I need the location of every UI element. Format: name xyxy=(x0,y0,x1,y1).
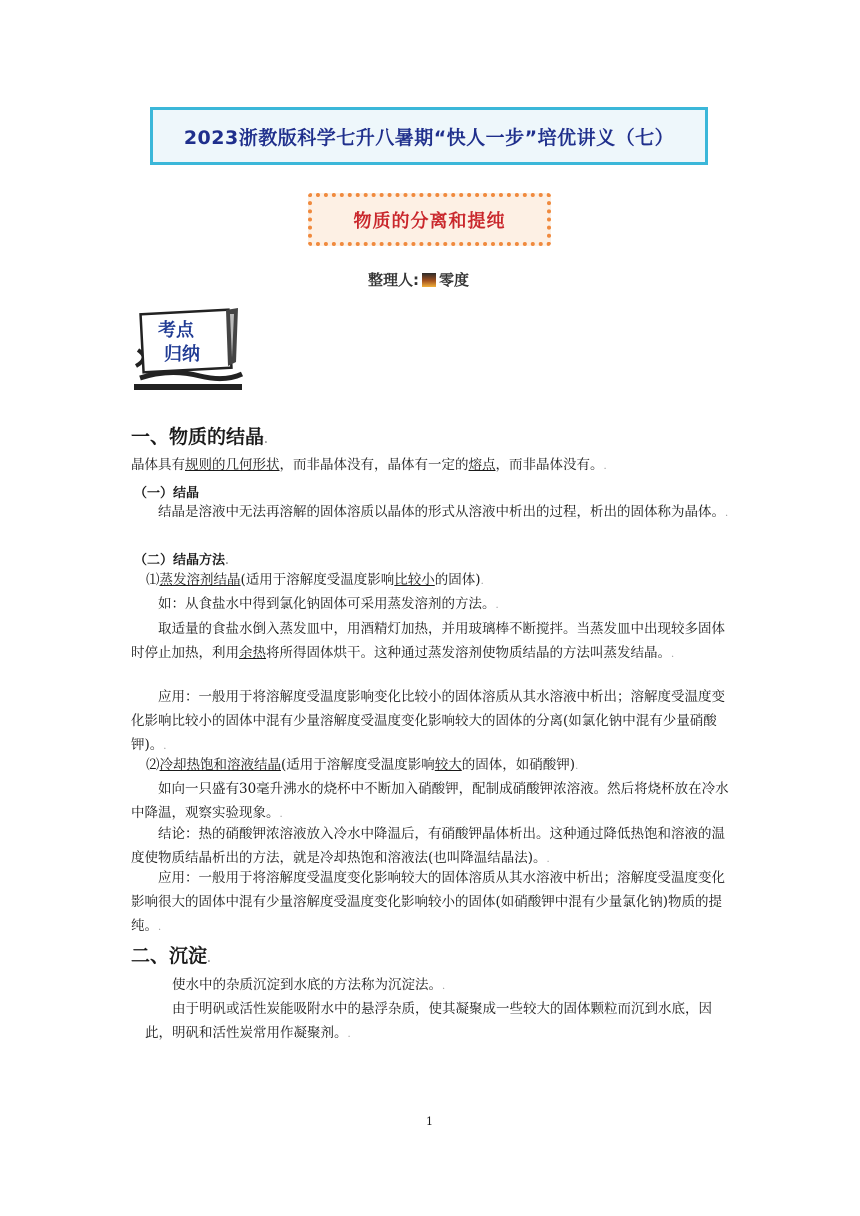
method1-procedure: 取适量的食盐水倒入蒸发皿中，用酒精灯加热，并用玻璃棒不断搅拌。当蒸发皿中出现较多固体时停止加热，利用余热将所得固体烘干。这种通过蒸发溶剂使物质结晶的方法叫蒸发结晶。. xyxy=(131,621,725,661)
subsection2-heading: （二）结晶方法. xyxy=(134,553,229,568)
sunset-avatar-icon xyxy=(422,273,436,287)
para-mark-icon: . xyxy=(264,435,268,446)
document-title: 2023浙教版科学七升八暑期“快人一步”培优讲义（七） xyxy=(183,126,675,149)
section2-paragraph1: 使水中的杂质沉淀到水底的方法称为沉淀法。. xyxy=(172,977,446,993)
badge-line1: 考点 xyxy=(158,320,194,341)
subtitle-box xyxy=(308,193,551,246)
method2-experiment: 如向一只盛有30毫升沸水的烧杯中不断加入硝酸钾，配制成硝酸钾浓溶液。然后将烧杯放在冷水中降温，观察实验现象。. xyxy=(131,781,729,821)
organizer-name: 零度 xyxy=(439,271,470,289)
method2-application: 应用：一般用于将溶解度受温度变化影响较大的固体溶质从其水溶液中析出；溶解度受温度变化影响很大的固体中混有少量溶解度受温度变化影响较小的固体(如硝酸钾中混有少量氯化钠)物质的提纯。. xyxy=(131,870,725,934)
document-subtitle: 物质的分离和提纯 xyxy=(353,210,506,232)
section1-intro: 晶体具有规则的几何形状，而非晶体没有，晶体有一定的熔点，而非晶体没有。. xyxy=(131,457,607,473)
organizer-line xyxy=(368,269,469,290)
method2-heading: ⑵冷却热饱和溶液结晶(适用于溶解度受温度影响较大的固体，如硝酸钾). xyxy=(146,757,579,773)
section1-heading: 一、物质的结晶. xyxy=(131,426,268,448)
method1-example: 如：从食盐水中得到氯化钠固体可采用蒸发溶剂的方法。. xyxy=(158,596,499,612)
method2-conclusion: 结论：热的硝酸钾浓溶液放入冷水中降温后，有硝酸钾晶体析出。这种通过降低热饱和溶液的温度使物质结晶析出的方法，就是冷却热饱和溶液法(也叫降温结晶法)。. xyxy=(131,826,725,866)
organizer-label: 整理人: xyxy=(368,271,419,289)
section2-heading: 二、沉淀. xyxy=(131,945,211,967)
subsection1-text: 结晶是溶液中无法再溶解的固体溶质以晶体的形式从溶液中析出的过程，析出的固体称为晶体。. xyxy=(158,504,729,520)
method1-application: 应用：一般用于将溶解度受温度影响变化比较小的固体溶质从其水溶液中析出；溶解度受温度变化影响比较小的固体中混有少量溶解度受温度变化影响较大的固体的分离(如氯化钠中混有少量硝酸钾)。. xyxy=(131,689,725,753)
method1-heading: ⑴蒸发溶剂结晶(适用于溶解度受温度影响比较小的固体). xyxy=(146,572,484,588)
badge-line2: 归纳 xyxy=(164,344,200,365)
page-number: 1 xyxy=(426,1115,433,1128)
subsection1-heading: （一）结晶 xyxy=(134,486,200,501)
key-points-badge-icon xyxy=(130,306,248,390)
title-box xyxy=(150,107,708,165)
section2-paragraph2: 由于明矾或活性炭能吸附水中的悬浮杂质，使其凝聚成一些较大的固体颗粒而沉到水底，因此，明矾和活性炭常用作凝聚剂。. xyxy=(145,1001,712,1041)
